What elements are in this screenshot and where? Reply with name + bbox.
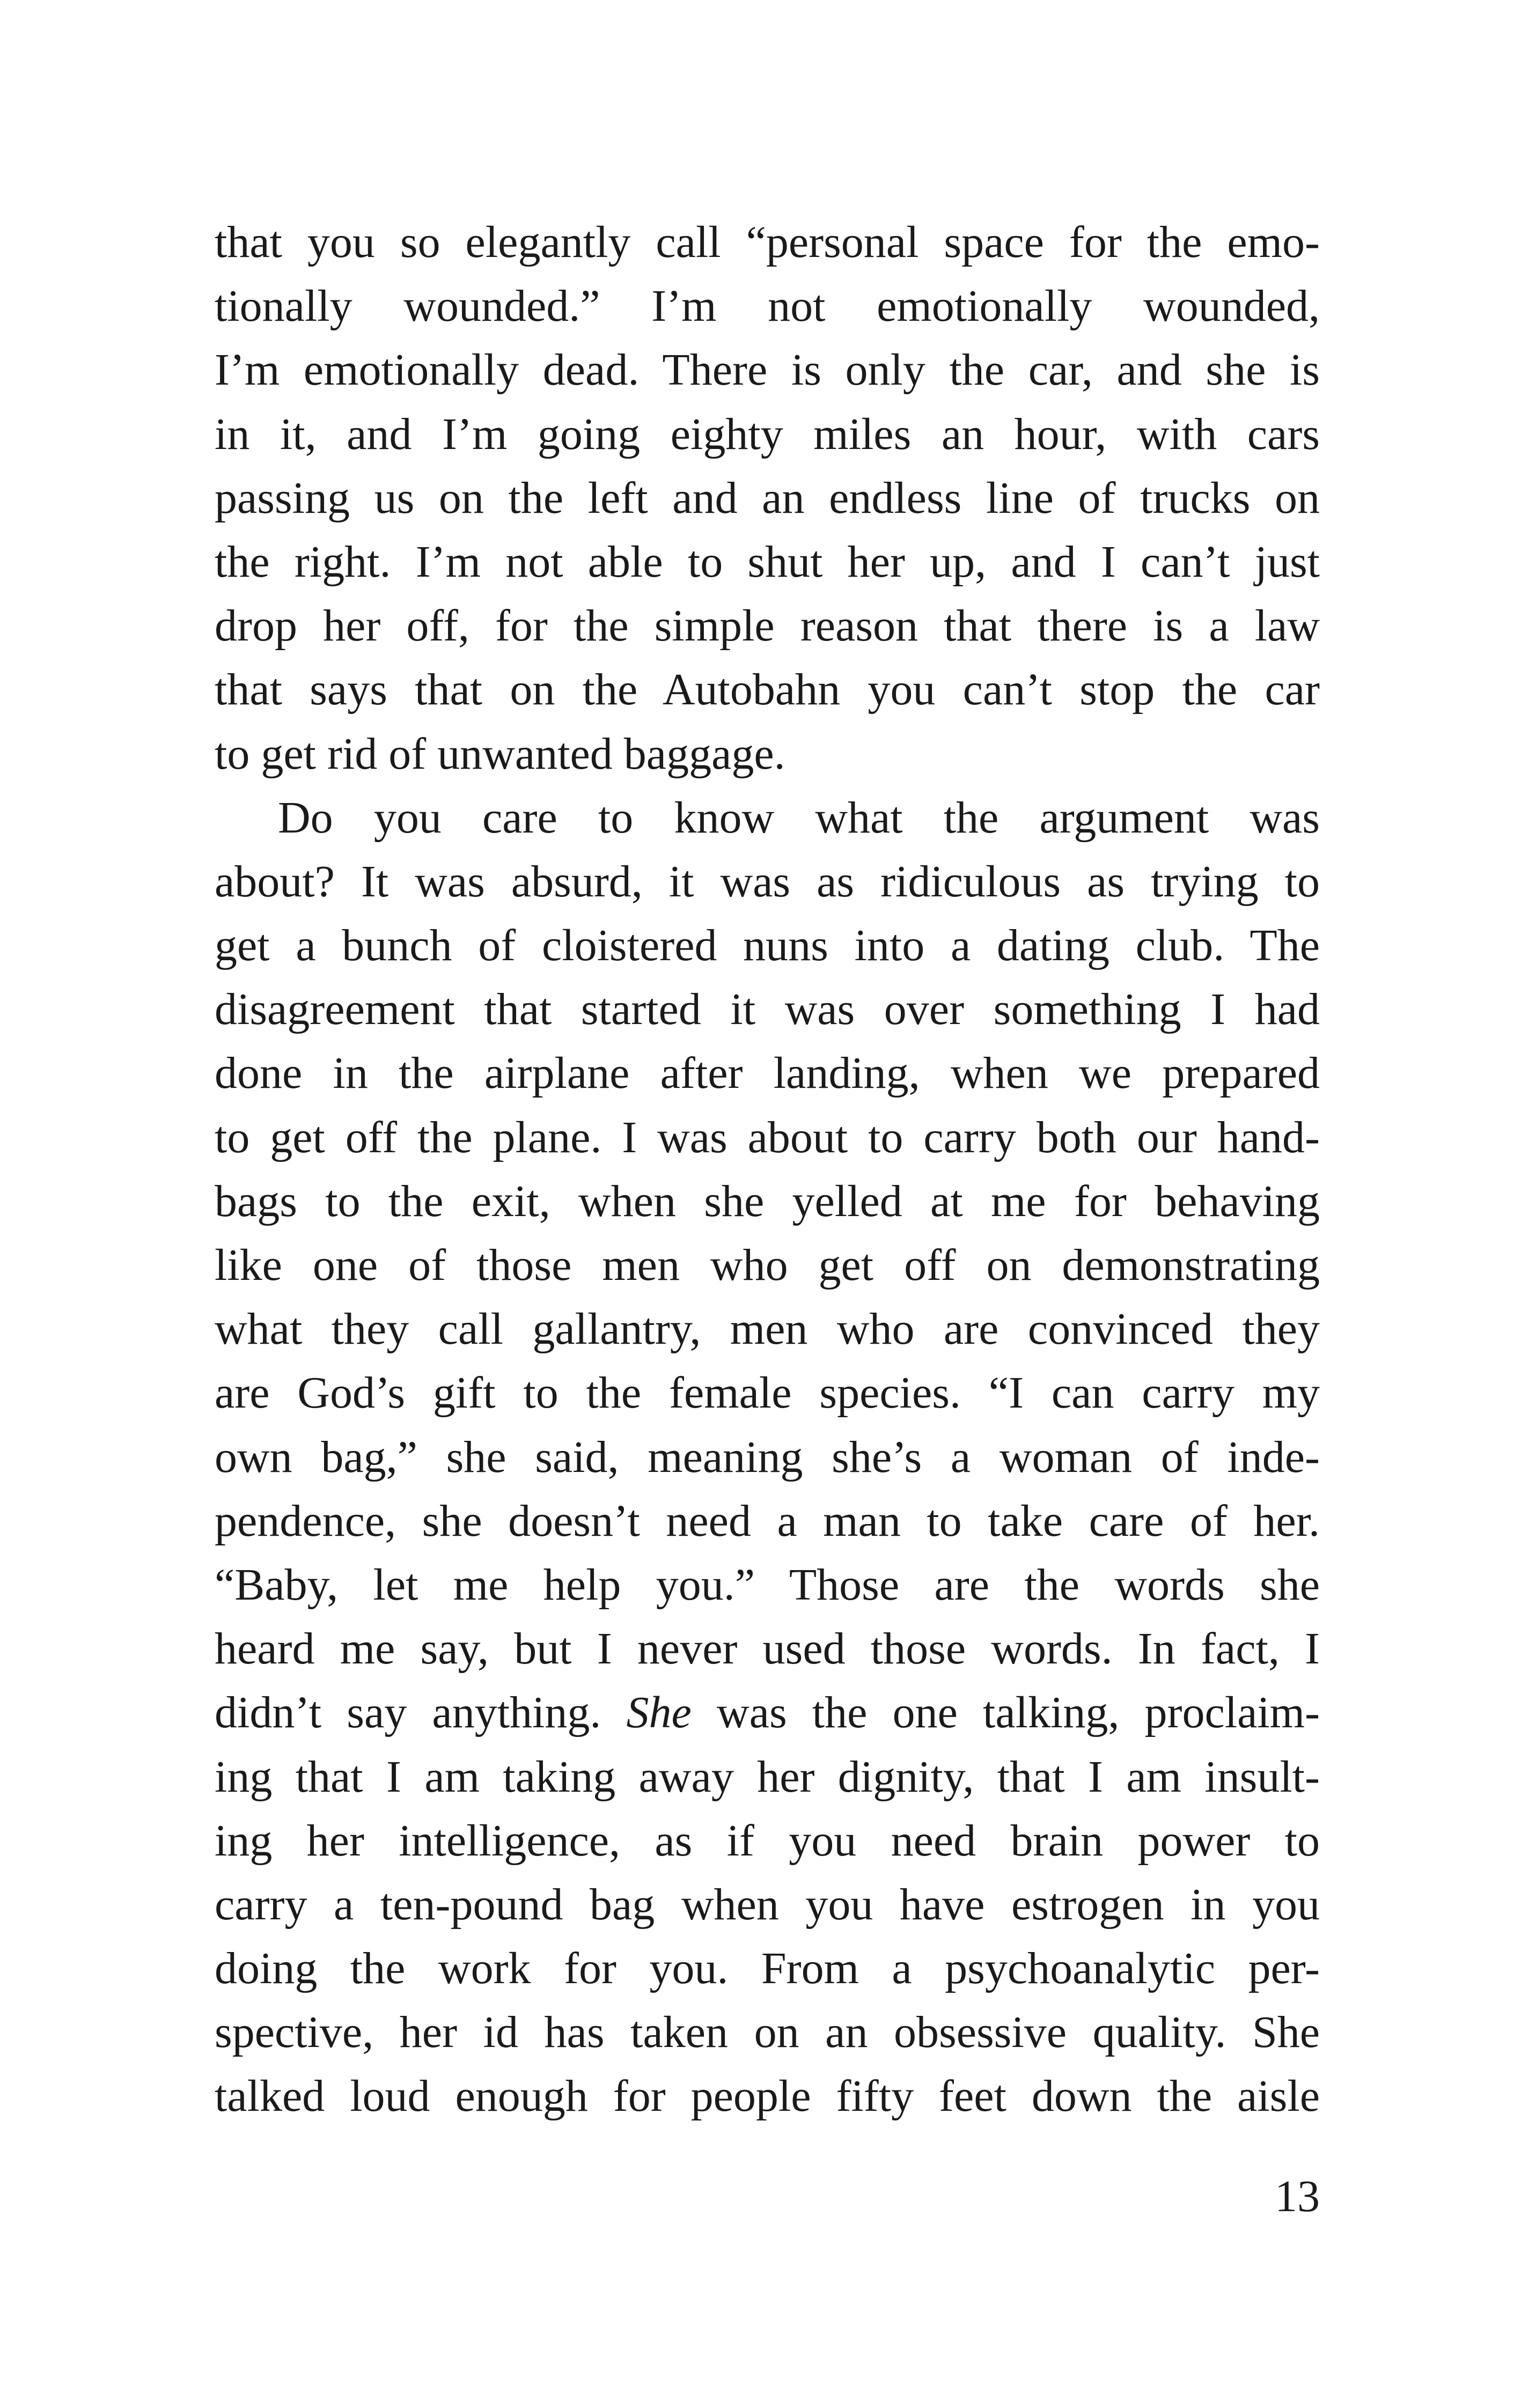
text-line: that you so elegantly call “personal space for the emo- bbox=[215, 217, 1320, 267]
text-line: I’m emotionally dead. There is only the car, and she is bbox=[215, 345, 1320, 395]
paragraph-continued bbox=[215, 210, 1320, 786]
text-line: about? It was absurd, it was as ridiculous as trying to bbox=[215, 856, 1320, 907]
text-line: get a bunch of cloistered nuns into a dating club. The bbox=[215, 921, 1320, 971]
text-line: drop her off, for the simple reason that there is a law bbox=[215, 601, 1320, 651]
text-line-with-italic bbox=[215, 1681, 1320, 1744]
page-number: 13 bbox=[1275, 2171, 1320, 2221]
text-line: bags to the exit, when she yelled at me for behaving bbox=[215, 1176, 1320, 1226]
text-line: in it, and I’m going eighty miles an hour, with cars bbox=[215, 409, 1320, 459]
text-line: carry a ten-pound bag when you have estrogen in you bbox=[215, 1879, 1320, 1930]
text-line: are God’s gift to the female species. “I can carry my bbox=[215, 1368, 1320, 1418]
text-line: pendence, she doesn’t need a man to take care of her. bbox=[215, 1496, 1320, 1546]
text-line: to get off the plane. I was about to carry both our hand- bbox=[215, 1112, 1320, 1162]
text-line: heard me say, but I never used those words. In fact, I bbox=[215, 1624, 1320, 1674]
text-line: spective, her id has taken on an obsessive quality. She bbox=[215, 2007, 1320, 2058]
text-run: was the one talking, proclaim- bbox=[691, 1688, 1320, 1738]
text-line: doing the work for you. From a psychoanalytic per- bbox=[215, 1943, 1320, 1994]
text-line: like one of those men who get off on demonstrating bbox=[215, 1240, 1320, 1290]
text-line: ing her intelligence, as if you need brain power to bbox=[215, 1815, 1320, 1866]
text-line: “Baby, let me help you.” Those are the words she bbox=[215, 1559, 1320, 1610]
text-line: that says that on the Autobahn you can’t stop the car bbox=[215, 665, 1320, 715]
italic-word: She bbox=[626, 1688, 692, 1738]
paragraph bbox=[215, 786, 1320, 2129]
text-line: disagreement that started it was over something I had bbox=[215, 984, 1320, 1035]
text-line: done in the airplane after landing, when we prepared bbox=[215, 1048, 1320, 1099]
text-line: tionally wounded.” I’m not emotionally wounded, bbox=[215, 281, 1320, 332]
text-run: didn’t say anything. bbox=[215, 1688, 627, 1738]
text-line: Do you care to know what the argument was bbox=[278, 792, 1320, 843]
body-text bbox=[215, 210, 1320, 2129]
text-line: ing that I am taking away her dignity, that I am insult- bbox=[215, 1751, 1320, 1802]
text-line: what they call gallantry, men who are convinced they bbox=[215, 1304, 1320, 1354]
text-line: talked loud enough for people fifty feet down the aisle bbox=[215, 2071, 1320, 2122]
text-line: the right. I’m not able to shut her up, and I can’t just bbox=[215, 536, 1320, 587]
text-line: passing us on the left and an endless line of trucks on bbox=[215, 473, 1320, 523]
text-line: to get rid of unwanted baggage. bbox=[215, 728, 785, 779]
text-line: own bag,” she said, meaning she’s a woman of inde- bbox=[215, 1432, 1320, 1482]
